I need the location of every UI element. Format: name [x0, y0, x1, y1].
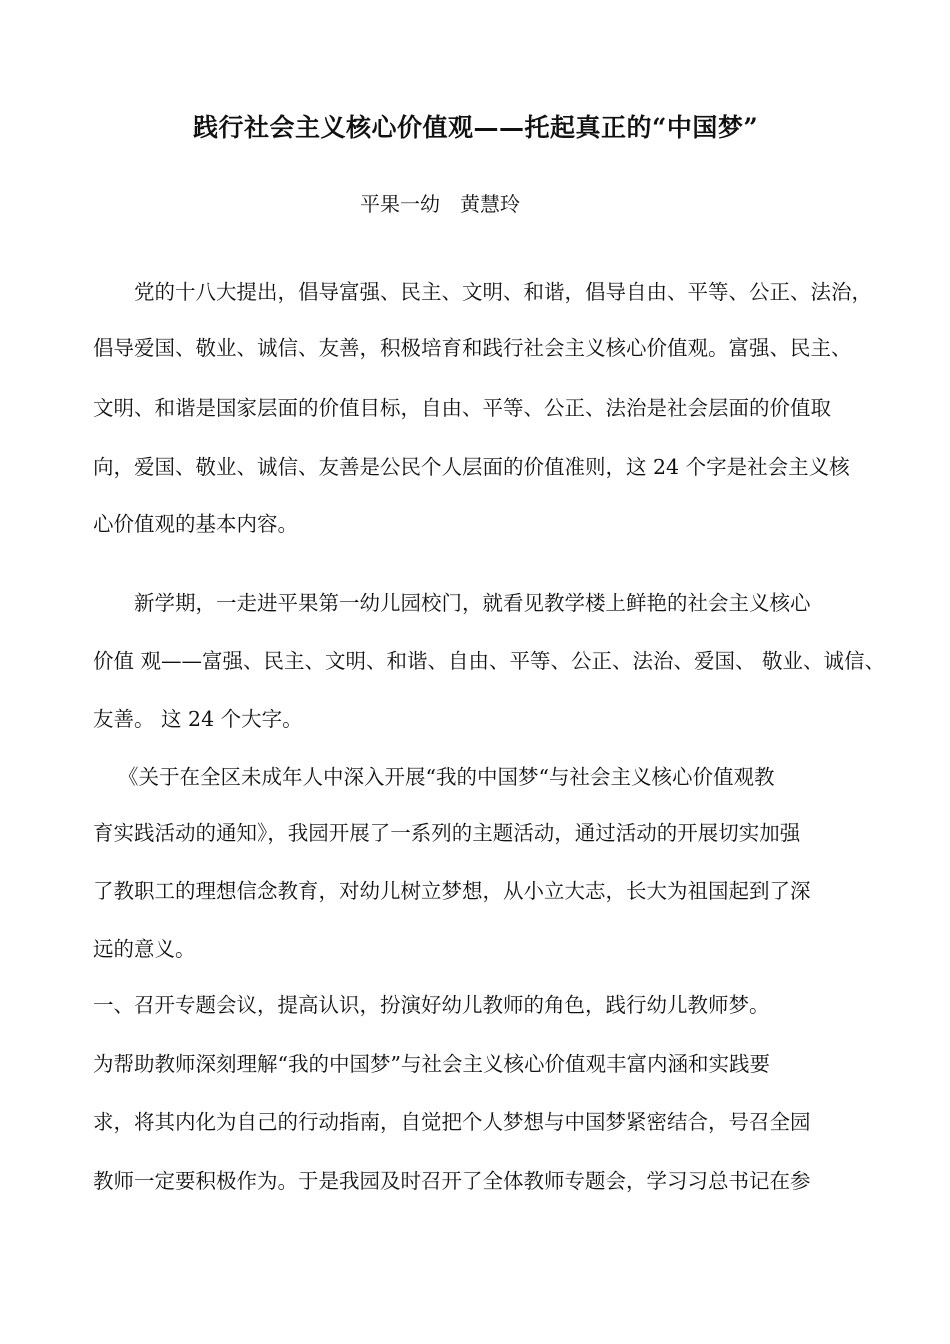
paragraph-2-line-3: 友善。 这 24 个大字。 [93, 707, 303, 731]
paragraph-3-line-4: 远的意义。 [93, 937, 196, 961]
document-title: 践行社会主义核心价值观——托起真正的“中国梦” [193, 113, 759, 142]
paragraph-3-line-1: 《关于在全区未成年人中深入开展“我的中国梦“与社会主义核心价值观教 [118, 765, 775, 789]
paragraph-1-line-1: 党的十八大提出，倡导富强、民主、文明、和谐，倡导自由、平等、公正、法治， [134, 280, 872, 304]
paragraph-3-line-3: 了教职工的理想信念教育，对幼儿树立梦想，从小立大志，长大为祖国起到了深 [93, 879, 811, 903]
paragraph-4-line-1: 为帮助教师深刻理解“我的中国梦”与社会主义核心价值观丰富内涵和实践要 [93, 1052, 770, 1076]
paragraph-4-line-3: 教师一定要积极作为。于是我园及时召开了全体教师专题会，学习习总书记在参 [93, 1169, 811, 1193]
paragraph-3-line-2: 育实践活动的通知》，我园开展了一系列的主题活动，通过活动的开展切实加强 [93, 821, 801, 845]
paragraph-1-line-5: 心价值观的基本内容。 [93, 512, 298, 536]
paragraph-4-line-2: 求，将其内化为自己的行动指南，自觉把个人梦想与中国梦紧密结合，号召全园 [93, 1110, 811, 1134]
section-heading-1: 一、召开专题会议，提高认识，扮演好幼儿教师的角色，践行幼儿教师梦。 [93, 993, 770, 1017]
paragraph-2-line-2: 价值 观——富强、民主、文明、和谐、自由、平等、公正、法治、爱国、 敬业、诚信、 [93, 649, 886, 673]
paragraph-1-line-4: 向，爱国、敬业、诚信、友善是公民个人层面的价值准则，这 24 个字是社会主义核 [93, 455, 850, 479]
paragraph-2-line-1: 新学期，一走进平果第一幼儿园校门，就看见教学楼上鲜艳的社会主义核心 [134, 591, 811, 615]
paragraph-1-line-2: 倡导爱国、敬业、诚信、友善，积极培育和践行社会主义核心价值观。富强、民主、 [93, 336, 852, 360]
paragraph-1-line-3: 文明、和谐是国家层面的价值目标，自由、平等、公正、法治是社会层面的价值取 [93, 396, 831, 420]
author-line: 平果一幼 黄慧玲 [360, 192, 520, 216]
